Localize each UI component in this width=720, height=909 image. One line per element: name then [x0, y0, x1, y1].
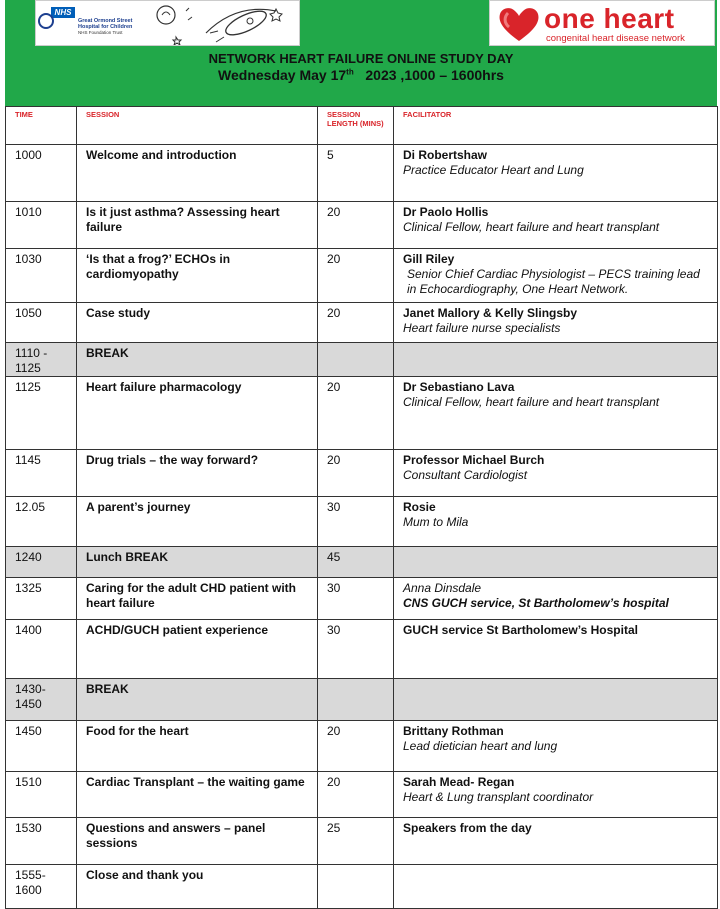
cell-length: 45 [318, 547, 394, 578]
cell-facilitator [394, 249, 718, 303]
cell-length: 20 [318, 450, 394, 497]
cell-session: Is it just asthma? Assessing heart failure [77, 202, 318, 249]
facilitator-role: Senior Chief Cardiac Physiologist – PECS training lead in Echocardiography, One Heart Network. [407, 267, 700, 296]
cell-facilitator [394, 145, 718, 202]
cell-length: 20 [318, 377, 394, 450]
table-header-row [6, 107, 718, 145]
cell-facilitator [394, 578, 718, 620]
cell-facilitator [394, 721, 718, 772]
facilitator-name: Professor Michael Burch [403, 453, 545, 467]
schedule-table [5, 106, 718, 909]
cell-length: 20 [318, 721, 394, 772]
table-row [6, 303, 718, 343]
cell-time: 1145 [6, 450, 77, 497]
facilitator-role: Clinical Fellow, heart failure and heart transplant [403, 220, 660, 234]
facilitator-name: Janet Mallory & Kelly Slingsby [403, 306, 578, 320]
facilitator-name: Dr Paolo Hollis [403, 205, 489, 219]
cell-session: Lunch BREAK [77, 547, 318, 578]
table-row [6, 547, 718, 578]
cell-session: A parent’s journey [77, 497, 318, 547]
cell-time: 1430- 1450 [6, 679, 77, 721]
table-row [6, 578, 718, 620]
gosh-logo [35, 0, 300, 46]
cell-time: 1555- 1600 [6, 865, 77, 909]
cell-length: 25 [318, 818, 394, 865]
facilitator-role: Practice Educator Heart and Lung [403, 163, 584, 177]
facilitator-name: Gill Riley [403, 252, 455, 266]
table-row [6, 721, 718, 772]
facilitator-name: Di Robertshaw [403, 148, 488, 162]
gosh-trust-line: NHS Foundation Trust [78, 30, 123, 35]
cell-facilitator [394, 547, 718, 578]
facilitator-name: GUCH service St Bartholomew’s Hospital [403, 623, 638, 637]
cell-length [318, 679, 394, 721]
table-row [6, 497, 718, 547]
table-row [6, 818, 718, 865]
date-suffix: 2023 ,1000 – 1600hrs [365, 67, 504, 83]
child-face-icon [38, 13, 54, 29]
cell-session: Questions and answers – panel sessions [77, 818, 318, 865]
cell-facilitator [394, 772, 718, 818]
facilitator-name: Speakers from the day [403, 821, 532, 835]
table-row [6, 450, 718, 497]
cell-facilitator [394, 202, 718, 249]
one-heart-logo [489, 0, 715, 46]
facilitator-role: Mum to Mila [403, 515, 469, 529]
cell-time: 1510 [6, 772, 77, 818]
cell-facilitator [394, 303, 718, 343]
cell-length: 5 [318, 145, 394, 202]
cell-facilitator [394, 497, 718, 547]
cell-session: ‘Is that a frog?’ ECHOs in cardiomyopathy [77, 249, 318, 303]
facilitator-name: Rosie [403, 500, 436, 514]
rocket-doodle-icon [146, 3, 296, 45]
cell-session: Drug trials – the way forward? [77, 450, 318, 497]
cell-session: Welcome and introduction [77, 145, 318, 202]
cell-length: 30 [318, 620, 394, 679]
table-row [6, 620, 718, 679]
cell-session: BREAK [77, 679, 318, 721]
cell-facilitator [394, 679, 718, 721]
table-row [6, 202, 718, 249]
cell-time: 1400 [6, 620, 77, 679]
table-row [6, 772, 718, 818]
cell-length: 30 [318, 578, 394, 620]
table-row [6, 343, 718, 377]
cell-time: 1125 [6, 377, 77, 450]
facilitator-role: Heart & Lung transplant coordinator [403, 790, 594, 804]
cell-session: Close and thank you [77, 865, 318, 909]
nhs-badge: NHS [51, 7, 75, 18]
cell-length: 30 [318, 497, 394, 547]
cell-time: 1530 [6, 818, 77, 865]
cell-session: ACHD/GUCH patient experience [77, 620, 318, 679]
page-date [5, 67, 717, 83]
col-header-session: SESSION [77, 107, 318, 145]
gosh-name-line2: Hospital for Children [78, 24, 133, 30]
facilitator-name: Anna Dinsdale [403, 581, 482, 595]
facilitator-role: Lead dietician heart and lung [403, 739, 558, 753]
cell-length: 20 [318, 303, 394, 343]
facilitator-role: Heart failure nurse specialists [403, 321, 561, 335]
facilitator-role: Consultant Cardiologist [403, 468, 528, 482]
cell-length: 20 [318, 772, 394, 818]
col-header-facilitator: FACILITATOR [394, 107, 718, 145]
facilitator-name: Sarah Mead- Regan [403, 775, 515, 789]
cell-session: BREAK [77, 343, 318, 377]
facilitator-role: Clinical Fellow, heart failure and heart transplant [403, 395, 660, 409]
cell-time: 12.05 [6, 497, 77, 547]
facilitator-role: CNS GUCH service, St Bartholomew’s hospital [403, 596, 669, 610]
cell-length: 20 [318, 249, 394, 303]
cell-time: 1030 [6, 249, 77, 303]
cell-time: 1110 - 1125 [6, 343, 77, 377]
cell-facilitator [394, 377, 718, 450]
table-row [6, 377, 718, 450]
cell-time: 1240 [6, 547, 77, 578]
cell-session: Caring for the adult CHD patient with heart failure [77, 578, 318, 620]
col-header-time: TIME [6, 107, 77, 145]
facilitator-name: Brittany Rothman [403, 724, 504, 738]
table-row [6, 865, 718, 909]
cell-time: 1010 [6, 202, 77, 249]
cell-length [318, 865, 394, 909]
date-prefix: Wednesday May 17 [218, 67, 347, 83]
header-banner [5, 0, 717, 106]
cell-facilitator [394, 450, 718, 497]
cell-length: 20 [318, 202, 394, 249]
one-heart-subtitle: congenital heart disease network [546, 33, 685, 44]
cell-facilitator [394, 343, 718, 377]
one-heart-name: one heart [544, 3, 675, 34]
cell-time: 1000 [6, 145, 77, 202]
page-title: NETWORK HEART FAILURE ONLINE STUDY DAY [208, 51, 514, 66]
gosh-name-line1: Great Ormond Street [78, 18, 133, 24]
table-row [6, 679, 718, 721]
date-sup: th [346, 67, 354, 77]
cell-facilitator [394, 818, 718, 865]
table-row [6, 145, 718, 202]
cell-length [318, 343, 394, 377]
table-row [6, 249, 718, 303]
cell-time: 1050 [6, 303, 77, 343]
cell-time: 1325 [6, 578, 77, 620]
cell-session: Food for the heart [77, 721, 318, 772]
cell-time: 1450 [6, 721, 77, 772]
heart-logo-icon [496, 5, 542, 43]
facilitator-name: Dr Sebastiano Lava [403, 380, 515, 394]
col-header-length: SESSION LENGTH (MINS) [318, 107, 394, 145]
cell-session: Heart failure pharmacology [77, 377, 318, 450]
cell-session: Cardiac Transplant – the waiting game [77, 772, 318, 818]
cell-session: Case study [77, 303, 318, 343]
cell-facilitator [394, 620, 718, 679]
cell-facilitator [394, 865, 718, 909]
